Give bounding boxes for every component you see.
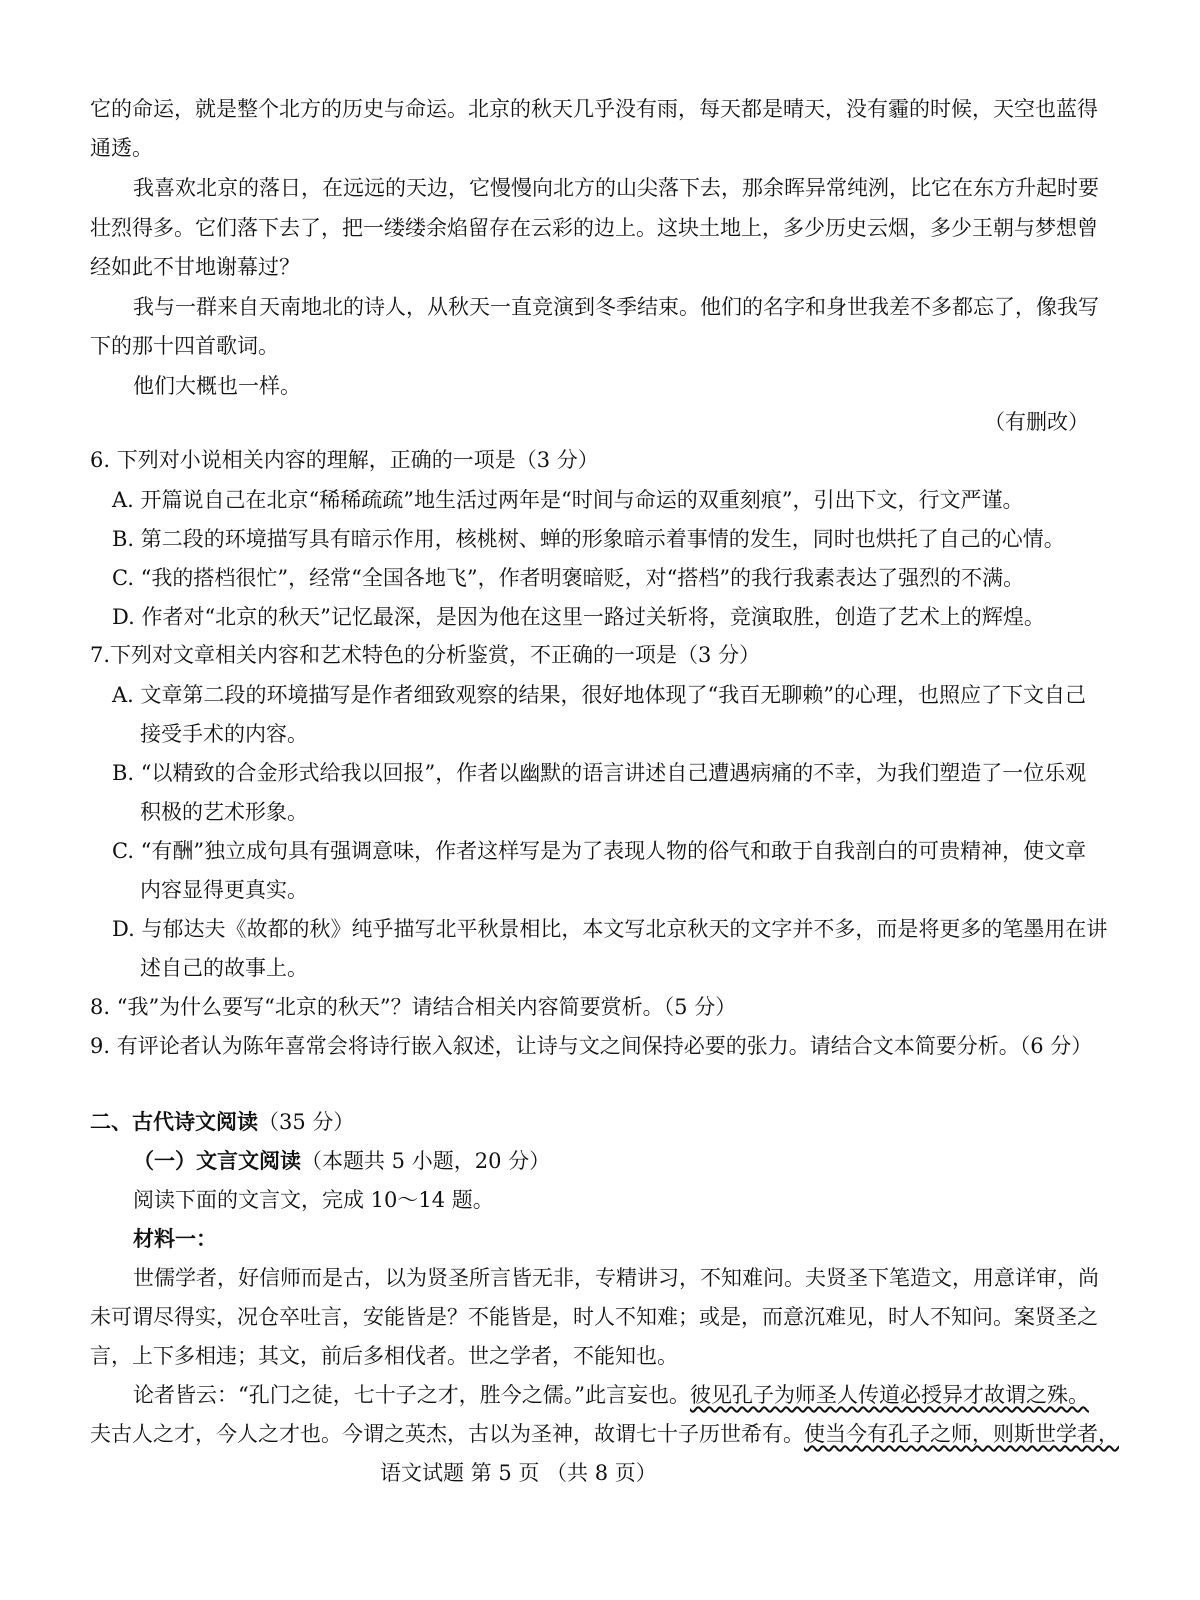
passage-p2-line2: 壮烈得多。它们落下去了，把一缕缕余焰留存在云彩的边上。这块土地上，多少历史云烟，多少王朝与梦想曾 xyxy=(90,216,1098,240)
subsection-heading xyxy=(133,1149,550,1173)
material-1-para2-line1 xyxy=(133,1383,1089,1407)
question-6-option-a: A. 开篇说自己在北京“稀稀疏疏”地生活过两年是“时间与命运的双重刻痕”，引出下文，行文严谨。 xyxy=(112,488,1024,512)
question-8: 8. “我”为什么要写“北京的秋天”？请结合相关内容简要赏析。（5 分） xyxy=(90,995,737,1019)
passage-p1-line1: 它的命运，就是整个北方的历史与命运。北京的秋天几乎没有雨，每天都是晴天，没有霾的时候，天空也蓝得 xyxy=(90,97,1098,121)
para2-text-b: 夫古人之才，今人之才也。今谓之英杰，古以为圣神，故谓七十子历世希有。 xyxy=(90,1422,804,1446)
passage-p3-line1: 我与一群来自天南地北的诗人，从秋天一直竞演到冬季结束。他们的名字和身世我差不多都忘了，像我写 xyxy=(133,295,1099,319)
subsection-title: （一）文言文阅读 xyxy=(133,1149,301,1173)
question-7-option-b-line1: B. “以精致的合金形式给我以回报”，作者以幽默的语言讲述自己遭遇病痛的不幸，为我们塑造了一位乐观 xyxy=(112,761,1087,785)
reading-instruction: 阅读下面的文言文，完成 10～14 题。 xyxy=(133,1188,494,1212)
question-7-option-d-line2: 述自己的故事上。 xyxy=(140,956,308,980)
question-7-stem: 7.下列对文章相关内容和艺术特色的分析鉴赏，不正确的一项是（3 分） xyxy=(90,643,761,667)
question-7-option-a-line1: A. 文章第二段的环境描写是作者细致观察的结果，很好地体现了“我百无聊赖”的心理，也照应了下文自己 xyxy=(112,683,1086,707)
underlined-sentence-1: 彼见孔子为师圣人传道必授异才故谓之殊。 xyxy=(689,1383,1089,1407)
question-7-option-b-line2: 积极的艺术形象。 xyxy=(140,800,308,824)
passage-p2-line3: 经如此不甘地谢幕过？ xyxy=(90,255,300,279)
passage-p4-line1: 他们大概也一样。 xyxy=(133,374,301,398)
passage-p3-line2: 下的那十四首歌词。 xyxy=(90,334,279,358)
material-1-label: 材料一： xyxy=(133,1227,217,1251)
section-2-title: 二、古代诗文阅读 xyxy=(90,1110,258,1134)
passage-p1-line2: 通透。 xyxy=(90,136,153,160)
question-6-option-b: B. 第二段的环境描写具有暗示作用，核桃树、蝉的形象暗示着事情的发生，同时也烘托了自己的心情。 xyxy=(112,527,1065,551)
underlined-sentence-2: 使当今有孔子之师，则斯世学者， xyxy=(804,1422,1119,1446)
material-1-para2-line2 xyxy=(90,1422,1119,1446)
question-7-option-c-line2: 内容显得更真实。 xyxy=(140,878,308,902)
question-9: 9. 有评论者认为陈年喜常会将诗行嵌入叙述，让诗与文之间保持必要的张力。请结合文本简要分析。（6 分） xyxy=(90,1034,1093,1058)
question-6-stem: 6. 下列对小说相关内容的理解，正确的一项是（3 分） xyxy=(90,448,599,472)
section-2-score: （35 分） xyxy=(258,1110,355,1134)
passage-source-note: （有删改） xyxy=(984,410,1089,434)
question-7-option-d-line1: D. 与郁达夫《故都的秋》纯乎描写北平秋景相比，本文写北京秋天的文字并不多，而是将更多的笔墨用在讲 xyxy=(112,917,1108,941)
material-1-line3: 言，上下多相违；其文，前后多相伐者。世之学者，不能知也。 xyxy=(90,1344,678,1368)
para2-text-a: 论者皆云：“孔门之徒，七十子之才，胜今之儒。”此言妄也。 xyxy=(133,1383,690,1407)
section-2-heading xyxy=(90,1110,354,1134)
page-footer: 语文试题 第 5 页 （共 8 页） xyxy=(380,1461,657,1485)
question-6-option-d: D. 作者对“北京的秋天”记忆最深，是因为他在这里一路过关斩将，竞演取胜，创造了艺术上的辉煌。 xyxy=(112,605,1045,629)
question-7-option-c-line1: C. “有酬”独立成句具有强调意味，作者这样写是为了表现人物的俗气和敢于自我剖白的可贵精神，使文章 xyxy=(112,839,1087,863)
material-1-line2: 未可谓尽得实，况仓卒吐言，安能皆是？不能皆是，时人不知难；或是，而意沉难见，时人不知问。案贤圣之 xyxy=(90,1305,1098,1329)
material-1-line1: 世儒学者，好信师而是古，以为贤圣所言皆无非，专精讲习，不知难问。夫贤圣下笔造文，用意详审，尚 xyxy=(133,1266,1099,1290)
passage-p2-line1: 我喜欢北京的落日，在远远的天边，它慢慢向北方的山尖落下去，那余晖异常纯洌，比它在东方升起时要 xyxy=(133,176,1099,200)
question-7-option-a-line2: 接受手术的内容。 xyxy=(140,722,308,746)
question-6-option-c: C. “我的搭档很忙”，经常“全国各地飞”，作者明褒暗贬，对“搭档”的我行我素表达了强烈的不满。 xyxy=(112,566,1025,590)
subsection-note: （本题共 5 小题，20 分） xyxy=(301,1149,551,1173)
